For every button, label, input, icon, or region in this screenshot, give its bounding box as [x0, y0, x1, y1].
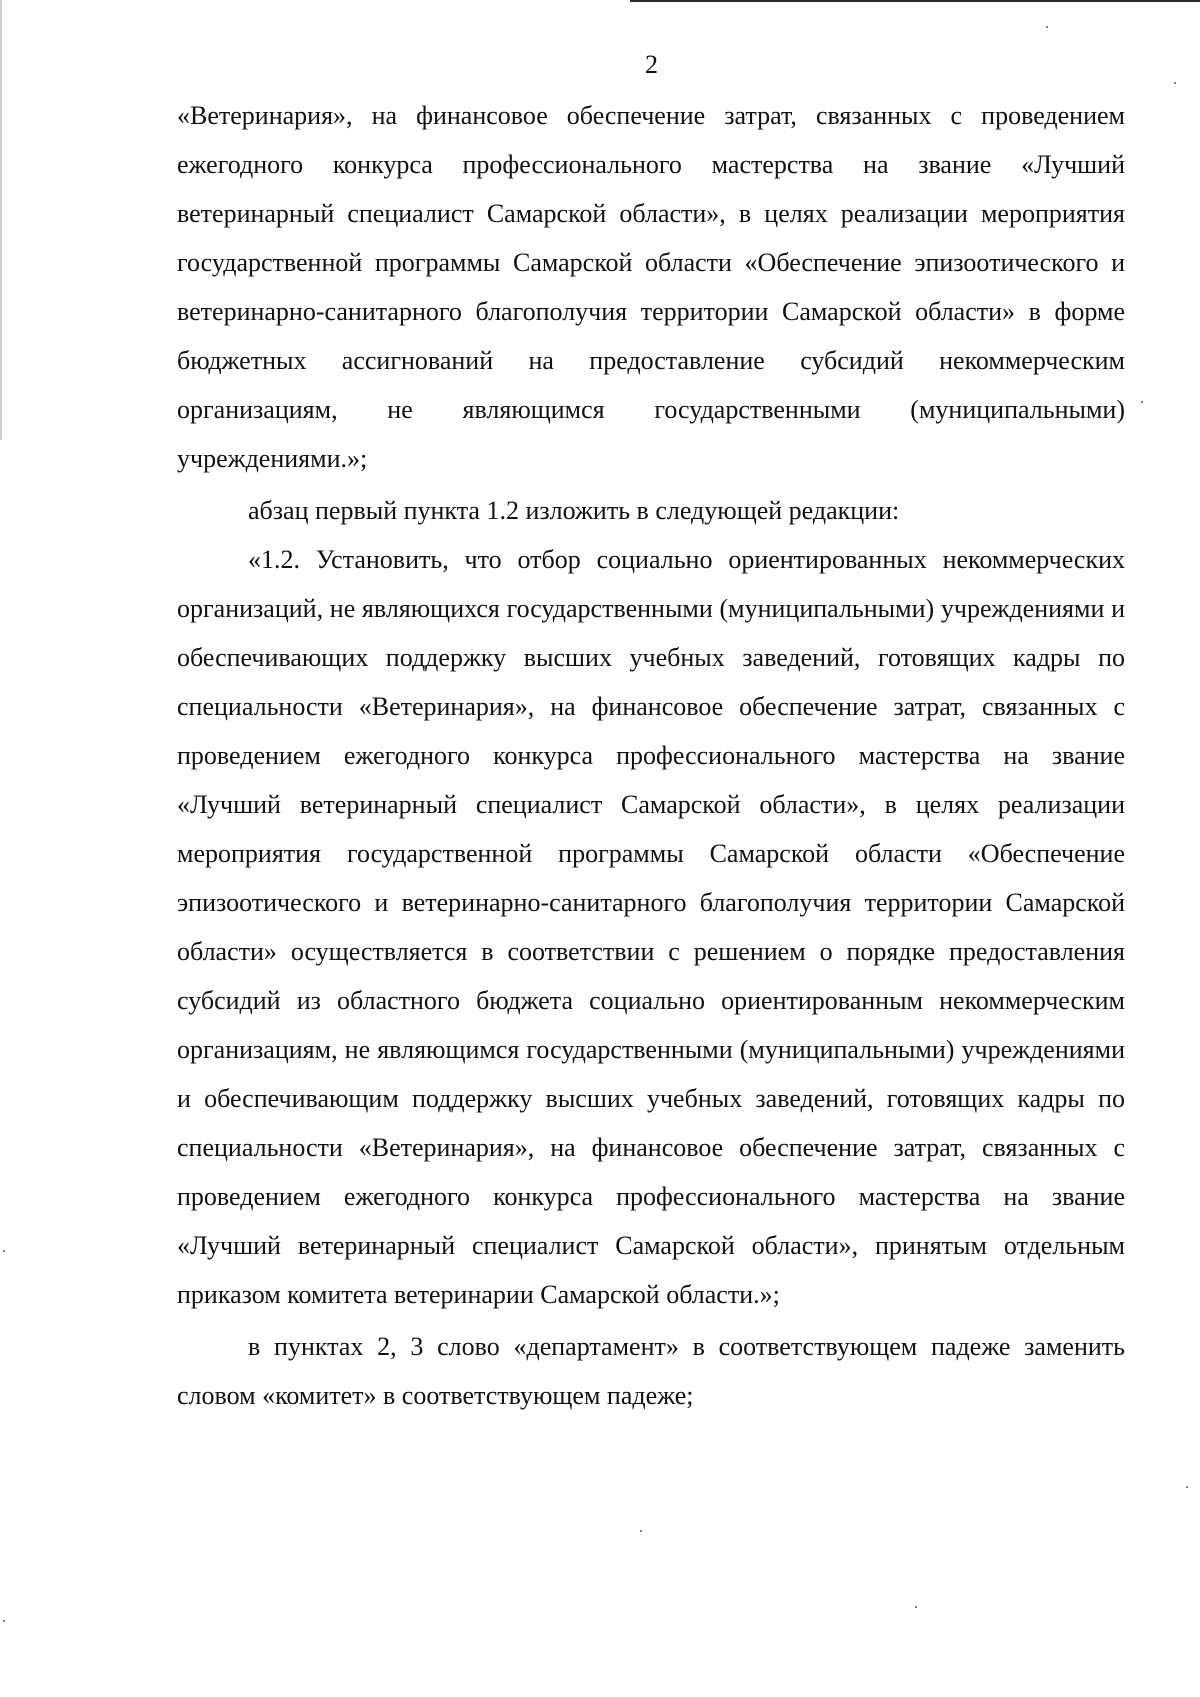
scan-speck	[1141, 401, 1143, 403]
scan-speck	[1186, 1486, 1188, 1488]
scan-speck	[3, 1250, 5, 1252]
scan-speck	[915, 1606, 917, 1608]
paragraph-instruction: абзац первый пункта 1.2 изложить в следующей редакции:	[248, 496, 900, 525]
paragraph-continuation: «Ветеринария», на финансовое обеспечение затрат, связанных с проведением ежегодного конкурса профессионального мастерства на звание «Лучший ветеринарный специалист Самарской области», в целях реализации мероприятия государственной программы Самарской области «Обеспечение эпизоотического и ветеринарно-санитарного благополучия территории Самарской области» в форме бюджетных ассигнований на предоставление субсидий некоммерческим организациям, не являющимся государственными (муниципальными) учреждениями.»;	[177, 101, 1125, 473]
scan-speck	[640, 1530, 642, 1532]
document-body	[177, 91, 1125, 1420]
scan-speck	[3, 1620, 5, 1622]
paragraph-clause-1-2: «1.2. Установить, что отбор социально ориентированных некоммерческих организаций, не являющихся государственными (муниципальными) учреждениями и обеспечивающих поддержку высших учебных заведений, готовящих кадры по специальности «Ветеринария», на финансовое обеспечение затрат, связанных с проведением ежегодного конкурса профессионального мастерства на звание «Лучший ветеринарный специалист Самарской области», в целях реализации мероприятия государственной программы Самарской области «Обеспечение эпизоотического и ветеринарно-санитарного благополучия территории Самарской области» осуществляется в соответствии с решением о порядке предоставления субсидий из областного бюджета социально ориентированным некоммерческим организациям, не являющимся государственными (муниципальными) учреждениями и обеспечивающим поддержку высших учебных заведений, готовящих кадры по специальности «Ветеринария», на финансовое обеспечение затрат, связанных с проведением ежегодного конкурса профессионального мастерства на звание «Лучший ветеринарный специалист Самарской области», принятым отдельным приказом комитета ветеринарии Самарской области.»;	[177, 545, 1125, 1309]
scan-speck	[1046, 26, 1048, 28]
paragraph-replacement: в пунктах 2, 3 слово «департамент» в соответствующем падеже заменить словом «комитет» в соответствующем падеже;	[177, 1332, 1125, 1410]
scan-edge-top	[630, 0, 1200, 2]
page-number: 2	[645, 50, 658, 79]
scan-speck	[1174, 82, 1176, 84]
